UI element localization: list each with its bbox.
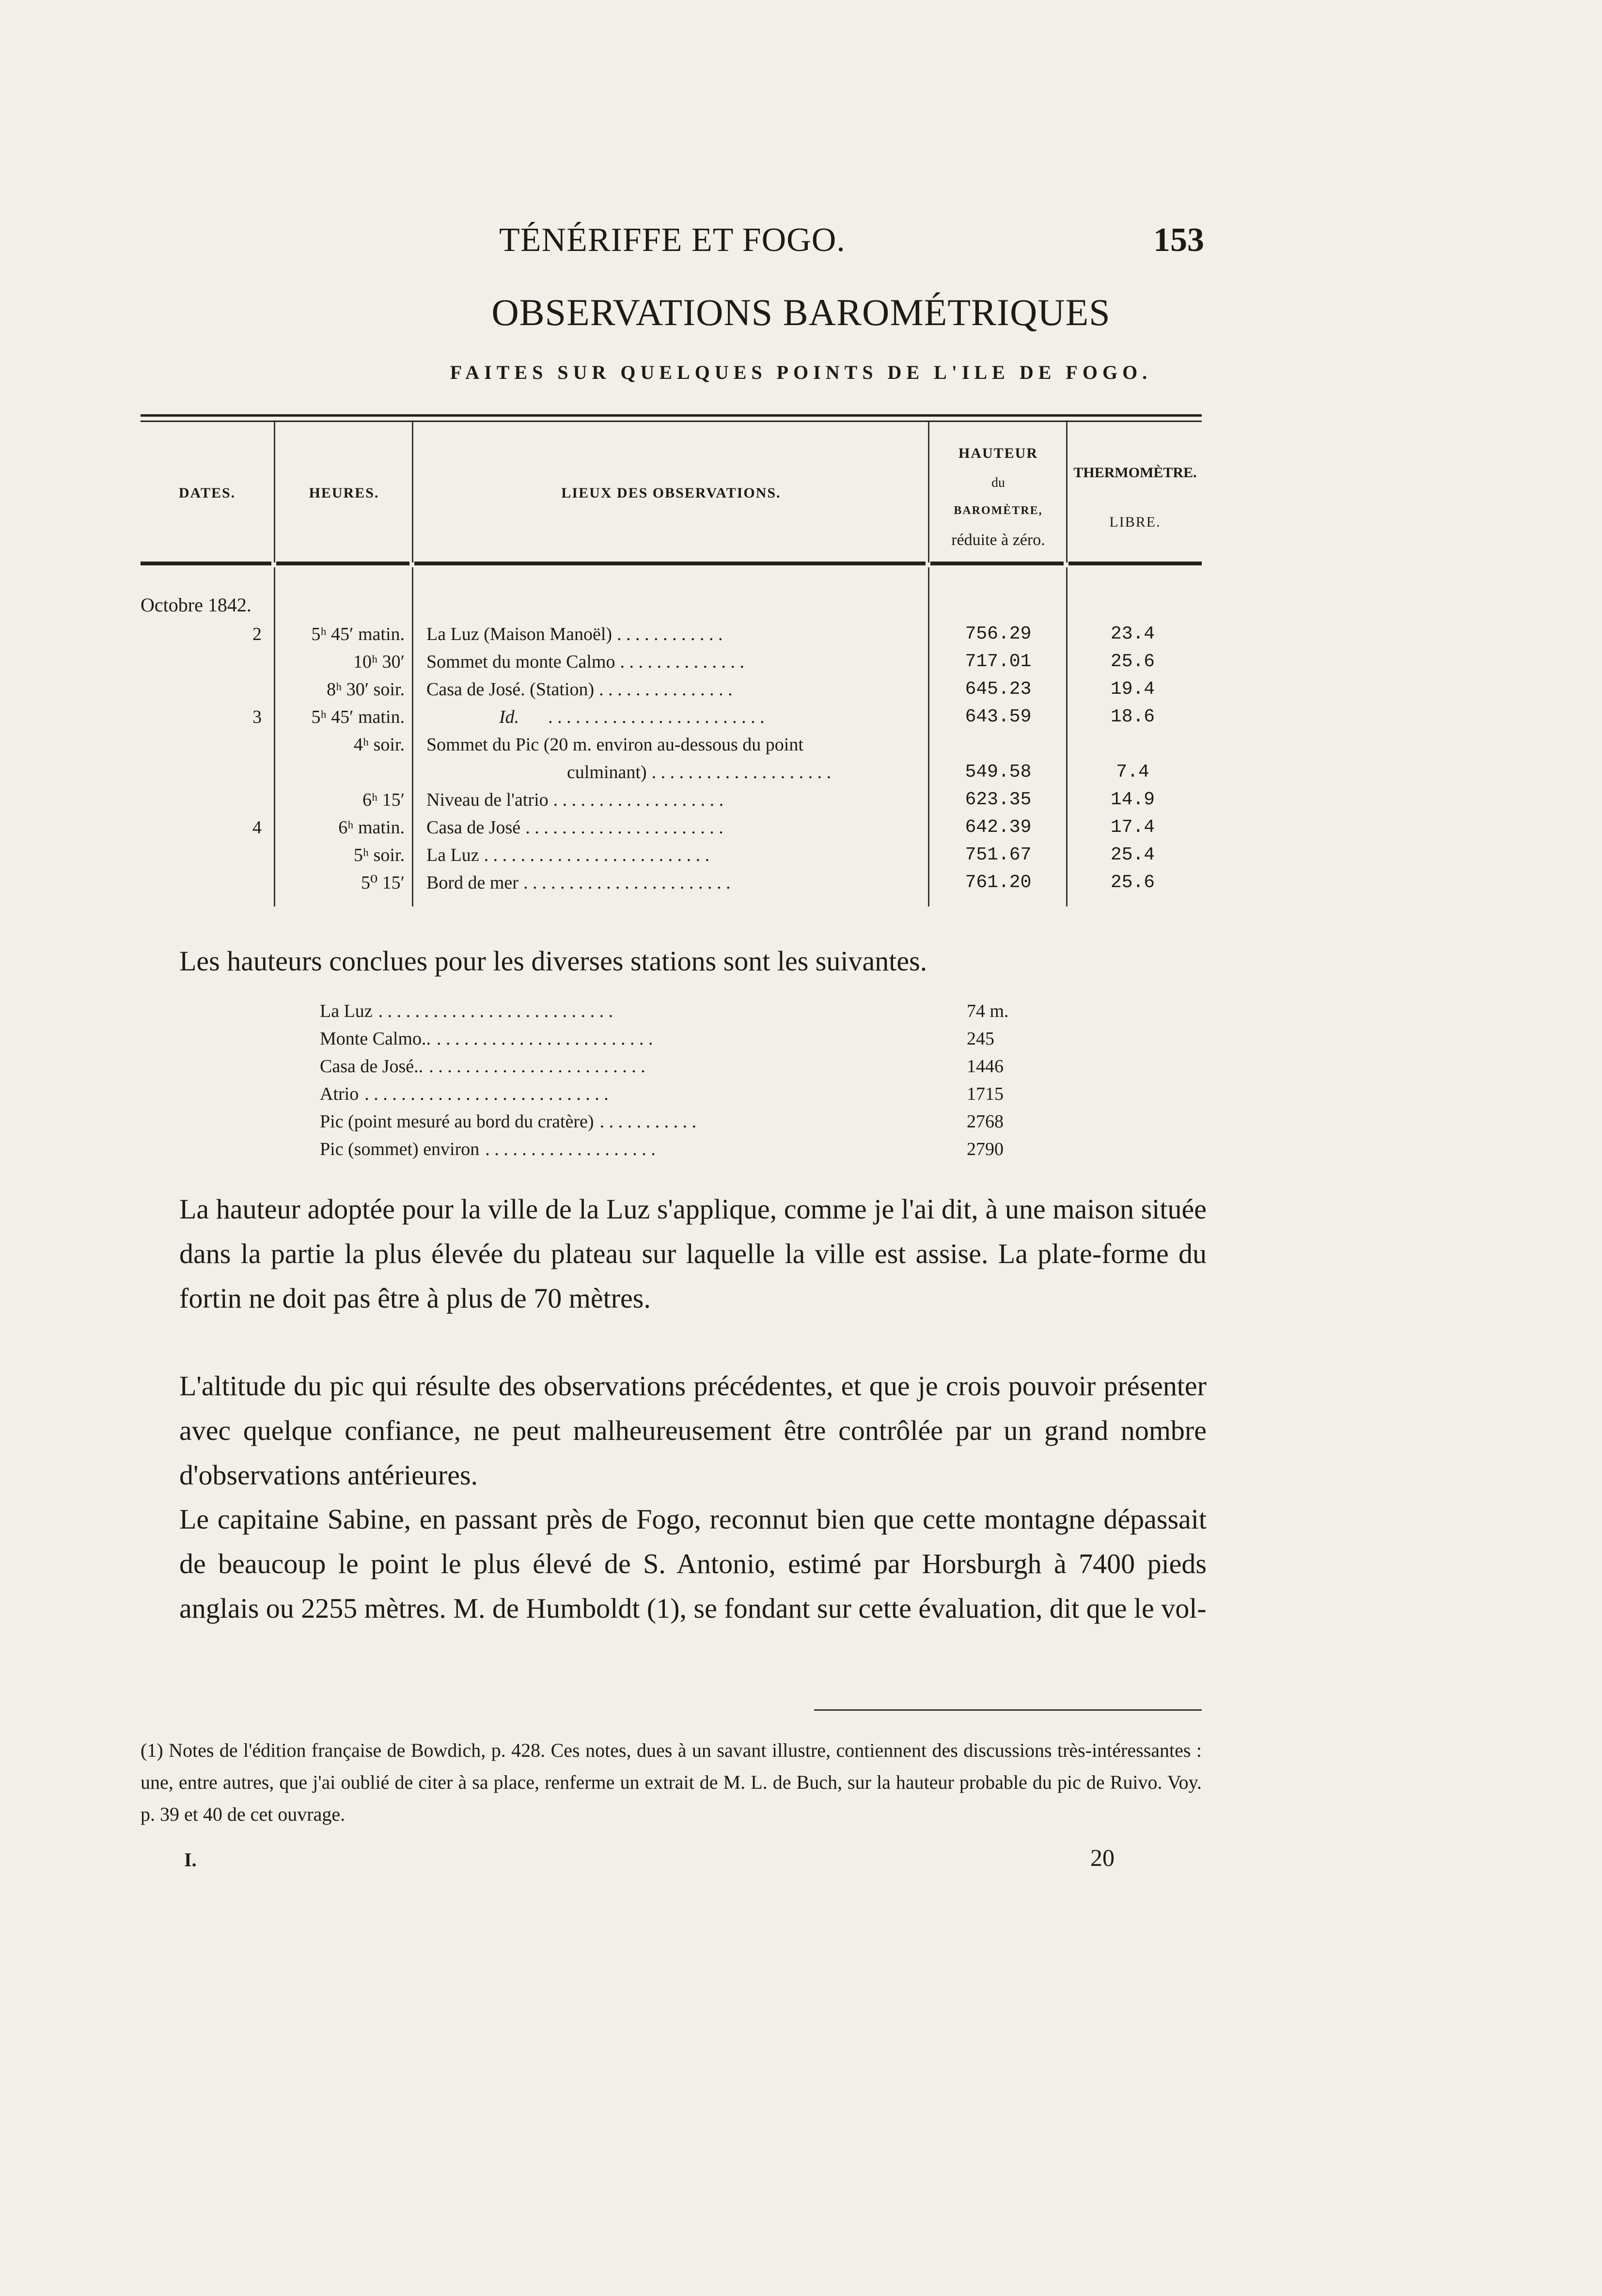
row-lieu-name: Casa de José. (Station) xyxy=(426,679,595,700)
paragraph-3: Le capitaine Sabine, en passant près de Fogo, reconnut bien que cette montagne dépassait de beaucoup le point le plus élevé de S. Antonio, estimé par Horsburgh à 7400 pieds anglais ou 2255 mètres. M. de Humboldt (1), se fondant sur cette évaluation, dit que le vol- xyxy=(179,1503,1207,1624)
header-rule xyxy=(930,562,1064,565)
station-label: Monte Calmo.. xyxy=(320,1029,431,1049)
row-barometre: 549.58 xyxy=(965,762,1032,782)
month-label: Octobre 1842. xyxy=(141,594,251,616)
row-heure: 5ʰ soir. xyxy=(353,845,405,865)
col-divider xyxy=(274,567,275,906)
station-value: 2768 xyxy=(967,1111,1004,1132)
header-rule xyxy=(414,562,926,565)
leader-dots: . . . . . . . . . . . . xyxy=(617,624,723,644)
table-top-rule xyxy=(141,414,1202,422)
row-heure: 10ʰ 30′ xyxy=(353,652,405,672)
row-lieu-name: Casa de José xyxy=(426,817,521,838)
paragraph-1: La hauteur adoptée pour la ville de la Luz s'applique, comme je l'ai dit, à une maison située dans la partie la plus élevée du plateau sur laquelle la ville est assise. La plate-forme du fortin ne doit pas être à plus de 70 mètres. xyxy=(179,1193,1207,1314)
row-lieu-name: La Luz xyxy=(426,845,479,865)
row-lieu-name: Id. xyxy=(499,707,519,727)
leader-dots: . . . . . . . . . . . . . . . . . . . xyxy=(485,1139,656,1159)
station-value: 74 m. xyxy=(967,1001,1009,1021)
row-lieu-name: Bord de mer xyxy=(426,873,518,893)
row-lieu-name: culminant) xyxy=(567,762,647,782)
header-barometre: BAROMÈTRE, xyxy=(954,504,1043,517)
leader-dots: . . . . . . . . . . . . . . . . . . . . . . . . . . xyxy=(378,1001,613,1021)
row-heure: 5⁰ 15′ xyxy=(361,873,405,893)
leader-dots: . . . . . . . . . . . . . . . xyxy=(599,679,733,700)
station-value: 245 xyxy=(967,1029,994,1049)
row-lieu-name: Sommet du monte Calmo xyxy=(426,652,615,672)
leader-dots: . . . . . . . . . . . . . . . . . . . xyxy=(553,790,724,810)
station-label: La Luz xyxy=(320,1001,373,1021)
row-heure: 6ʰ 15′ xyxy=(362,790,405,810)
row-barometre: 761.20 xyxy=(965,872,1032,893)
row-lieu xyxy=(499,703,998,731)
station-value: 1715 xyxy=(967,1084,1004,1104)
header-reduite: réduite à zéro. xyxy=(951,531,1045,549)
row-lieu xyxy=(426,731,926,758)
sheet-number: 20 xyxy=(1090,1844,1115,1871)
station-row xyxy=(320,1000,1076,1028)
row-thermometre: 25.6 xyxy=(1110,651,1155,672)
header-lieux: LIEUX DES OBSERVATIONS. xyxy=(561,485,781,501)
station-name xyxy=(320,1028,653,1049)
table-subtitle: FAITES SUR QUELQUES POINTS DE L'ILE DE FOGO. xyxy=(450,361,1152,383)
row-lieu xyxy=(426,869,926,896)
row-thermometre: 17.4 xyxy=(1110,817,1155,838)
station-row xyxy=(320,1056,1076,1083)
row-thermometre: 19.4 xyxy=(1110,679,1155,700)
row-lieu xyxy=(426,676,926,703)
row-lieu xyxy=(426,842,926,869)
col-divider xyxy=(412,567,413,906)
header-rule xyxy=(141,562,271,565)
row-barometre: 645.23 xyxy=(965,679,1032,700)
signature-mark: I. xyxy=(184,1849,197,1871)
row-thermometre: 14.9 xyxy=(1110,789,1155,810)
header-hauteur-du: du xyxy=(991,475,1005,490)
row-barometre: 717.01 xyxy=(965,651,1032,672)
table-header xyxy=(141,422,1202,567)
row-heure: 6ʰ matin. xyxy=(338,817,405,838)
row-lieu-name: Niveau de l'atrio xyxy=(426,790,549,810)
leader-dots: . . . . . . . . . . . . . . . . . . . . . . . xyxy=(523,873,731,893)
station-label: Pic (sommet) environ xyxy=(320,1139,480,1159)
row-barometre: 623.35 xyxy=(965,789,1032,810)
leader-dots: . . . . . . . . . . . . . . . . . . . . . . . . . . . xyxy=(364,1084,609,1104)
header-rule xyxy=(276,562,409,565)
row-lieu xyxy=(426,621,926,648)
row-date: 3 xyxy=(252,707,262,727)
paragraph-2: L'altitude du pic qui résulte des observations précédentes, et que je crois pouvoir présenter avec quelque confiance, ne peut malheureusement être contrôlée par un grand nombre d'observations antérieures. xyxy=(179,1370,1207,1491)
row-heure: 5ʰ 45′ matin. xyxy=(311,624,405,644)
station-label: Atrio xyxy=(320,1084,359,1104)
header-hauteur: HAUTEUR xyxy=(958,445,1038,461)
col-divider xyxy=(928,422,929,562)
row-lieu-name: La Luz (Maison Manoël) xyxy=(426,624,613,644)
leader-dots: . . . . . . . . . . . xyxy=(599,1111,697,1132)
row-lieu xyxy=(426,648,926,675)
row-lieu xyxy=(426,814,926,841)
col-divider xyxy=(412,422,413,562)
station-name xyxy=(320,1139,656,1160)
table-title: OBSERVATIONS BAROMÉTRIQUES xyxy=(491,291,1111,333)
row-barometre: 643.59 xyxy=(965,706,1032,727)
station-row xyxy=(320,1139,1076,1166)
row-barometre: 751.67 xyxy=(965,844,1032,865)
col-divider xyxy=(1066,422,1068,562)
row-heure: 5ʰ 45′ matin. xyxy=(311,707,405,727)
table-body xyxy=(141,567,1202,916)
stations-list xyxy=(320,1000,1076,1166)
leader-dots: . . . . . . . . . . . . . . . . . . . . xyxy=(651,762,832,782)
leader-dots: . . . . . . . . . . . . . . . . . . . . . . . . xyxy=(548,707,765,727)
row-barometre: 642.39 xyxy=(965,817,1032,838)
station-name xyxy=(320,1000,613,1022)
header-thermometre: THERMOMÈTRE. xyxy=(1073,465,1197,481)
running-title: TÉNÉRIFFE ET FOGO. xyxy=(499,221,846,259)
station-name xyxy=(320,1056,645,1077)
row-thermometre: 25.6 xyxy=(1110,872,1155,893)
leader-dots: . . . . . . . . . . . . . . . . . . . . . . . . . xyxy=(484,845,710,865)
row-thermometre: 25.4 xyxy=(1110,844,1155,865)
row-lieu xyxy=(426,786,926,813)
station-value: 1446 xyxy=(967,1056,1004,1077)
page-number: 153 xyxy=(1153,221,1204,259)
observations-table xyxy=(141,414,1202,916)
header-rule xyxy=(1068,562,1202,565)
station-name xyxy=(320,1083,609,1105)
col-divider xyxy=(274,422,275,562)
header-heures: HEURES. xyxy=(309,485,379,501)
station-row xyxy=(320,1111,1076,1139)
row-thermometre: 18.6 xyxy=(1110,706,1155,727)
station-label: Casa de José.. xyxy=(320,1056,424,1077)
col-divider xyxy=(1066,567,1068,906)
col-divider xyxy=(928,567,929,906)
leader-dots: . . . . . . . . . . . . . . . . . . . . . . . . xyxy=(437,1029,653,1049)
station-row xyxy=(320,1028,1076,1056)
row-thermometre: 23.4 xyxy=(1110,624,1155,644)
leader-dots: . . . . . . . . . . . . . . . . . . . . . . . . xyxy=(429,1056,645,1077)
leader-dots: . . . . . . . . . . . . . . . . . . . . . . xyxy=(525,817,723,838)
row-heure: 4ʰ soir. xyxy=(353,734,405,755)
station-value: 2790 xyxy=(967,1139,1004,1159)
station-label: Pic (point mesuré au bord du cratère) xyxy=(320,1111,594,1132)
stations-intro: Les hauteurs conclues pour les diverses stations sont les suivantes. xyxy=(179,945,927,977)
footnote: (1) Notes de l'édition française de Bowdich, p. 428. Ces notes, dues à un savant illustre, contiennent des discussions très-intéressantes : une, entre autres, que j'ai oublié de citer à sa place, renferme un extrait de M. L. de Buch, sur la hauteur probable du pic de Ruivo. Voy. p. 39 et 40 de cet ouvrage. xyxy=(141,1739,1202,1825)
row-date: 2 xyxy=(252,624,262,644)
row-barometre: 756.29 xyxy=(965,624,1032,644)
row-heure: 8ʰ 30′ soir. xyxy=(327,679,405,700)
header-dates: DATES. xyxy=(178,485,236,501)
footnote-rule xyxy=(814,1709,1202,1711)
row-date: 4 xyxy=(252,817,262,838)
station-row xyxy=(320,1083,1076,1111)
row-lieu-name: Sommet du Pic (20 m. environ au-dessous du point xyxy=(426,734,803,755)
station-name xyxy=(320,1111,696,1132)
leader-dots: . . . . . . . . . . . . . . xyxy=(620,652,744,672)
header-libre: LIBRE. xyxy=(1109,514,1161,530)
row-thermometre: 7.4 xyxy=(1116,762,1149,782)
